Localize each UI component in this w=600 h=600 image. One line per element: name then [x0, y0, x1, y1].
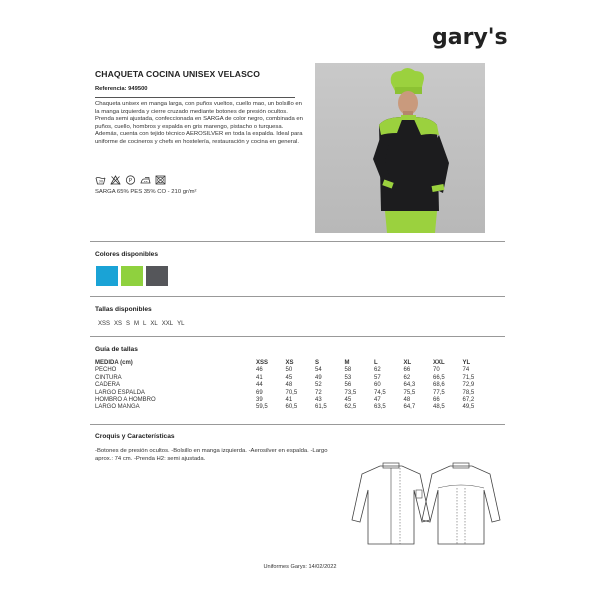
table-cell: 57 — [374, 374, 381, 381]
table-cell: 39 — [256, 397, 263, 404]
color-swatch — [96, 266, 118, 286]
table-cell: 54 — [315, 367, 322, 374]
table-cell: 48 — [285, 382, 293, 389]
table-cell: 66 — [433, 397, 440, 404]
table-cell: 60 — [374, 382, 381, 389]
column-header: L — [374, 360, 378, 366]
divider — [90, 336, 505, 337]
table-cell: 67,2 — [462, 397, 475, 404]
table-cell: 53 — [344, 374, 352, 381]
size-guide-table — [95, 360, 492, 412]
table-cell: 75,5 — [403, 389, 416, 396]
table-row — [95, 367, 492, 374]
no-bleach-icon — [110, 172, 121, 182]
table-cell: 43 — [315, 397, 322, 404]
back-sketch — [420, 460, 502, 550]
size-item: XL — [150, 321, 158, 327]
table-cell: 64,7 — [403, 404, 416, 411]
sizes-list — [98, 321, 184, 327]
table-cell: 71,5 — [462, 374, 475, 381]
color-swatch — [121, 266, 143, 286]
table-cell: 74 — [462, 367, 470, 374]
table-cell: 66 — [403, 367, 411, 374]
divider — [90, 241, 505, 242]
color-swatch — [146, 266, 168, 286]
size-item: XS — [114, 321, 123, 327]
table-cell: 44 — [256, 382, 263, 389]
column-header: XSS — [256, 360, 269, 366]
dry-clean-p-icon — [125, 172, 136, 182]
sizes-heading: Tallas disponibles — [95, 306, 152, 313]
product-photo — [315, 63, 485, 233]
table-cell: 64,3 — [403, 382, 416, 389]
table-row — [95, 390, 492, 397]
size-item: XSS — [98, 321, 111, 327]
table-cell: 46 — [256, 367, 263, 374]
table-row — [95, 404, 492, 411]
column-header: MEDIDA (cm) — [95, 360, 133, 366]
table-cell: 70 — [433, 367, 440, 374]
svg-text:30: 30 — [98, 179, 104, 184]
table-cell: 56 — [344, 382, 352, 389]
table-cell: 72 — [315, 389, 322, 396]
size-item: YL — [177, 321, 185, 327]
size-item: XXL — [161, 321, 174, 327]
table-cell: 74,5 — [374, 389, 386, 396]
size-item: L — [143, 321, 147, 327]
croquis-features: -Botones de presión ocultos. -Bolsillo en manga izquierda. -Aerosilver en espalda. -Largo aprox.: 74 cm. -Prenda H2: semi ajustada. — [95, 448, 328, 462]
product-reference: Referencia: 949500 — [95, 86, 148, 92]
table-cell: 62,5 — [344, 404, 357, 411]
divider — [90, 296, 505, 297]
size-item: S — [126, 321, 131, 327]
table-cell: 59,5 — [256, 404, 268, 411]
table-cell: 77,5 — [433, 389, 445, 396]
table-cell: PECHO — [95, 367, 117, 374]
table-cell: 72,9 — [462, 382, 475, 389]
table-cell: LARGO MANGA — [95, 404, 140, 411]
guide-heading: Guía de tallas — [95, 346, 138, 353]
colors-heading: Colores disponibles — [95, 251, 159, 258]
iron-medium-icon — [140, 172, 151, 182]
table-cell: 47 — [374, 397, 381, 404]
table-cell: 48 — [403, 397, 411, 404]
table-cell: 61,5 — [315, 404, 327, 411]
croquis-heading: Croquis y Características — [95, 433, 175, 440]
product-title: CHAQUETA COCINA UNISEX VELASCO — [95, 69, 261, 79]
divider — [90, 424, 505, 425]
column-header: XXL — [433, 360, 445, 366]
table-cell: 78,5 — [462, 389, 475, 396]
table-row — [95, 375, 492, 382]
table-header-row — [95, 360, 492, 367]
table-cell: 49 — [315, 374, 322, 381]
color-swatches — [96, 266, 168, 286]
column-header: YL — [462, 360, 471, 366]
table-cell: 50 — [285, 367, 293, 374]
table-cell: 58 — [344, 367, 352, 374]
table-cell: 45 — [285, 374, 293, 381]
column-header: S — [315, 360, 320, 366]
table-cell: 41 — [256, 374, 263, 381]
table-row — [95, 397, 492, 404]
table-cell: 45 — [344, 397, 352, 404]
wash-30-icon — [95, 172, 106, 182]
table-cell: 49,5 — [462, 404, 475, 411]
table-cell: 62 — [403, 374, 411, 381]
divider — [95, 97, 295, 98]
table-cell: 48,5 — [433, 404, 445, 411]
table-cell: 66,5 — [433, 374, 445, 381]
footer-date: Uniformes Garys: 14/02/2022 — [263, 564, 337, 570]
table-row — [95, 382, 492, 389]
table-cell: 69 — [256, 389, 263, 396]
column-header: XL — [403, 360, 412, 366]
column-header: XS — [285, 360, 294, 366]
table-cell: 73,5 — [344, 389, 357, 396]
fabric-composition: SARGA 65% PES 35% CO - 210 gr/m² — [95, 189, 197, 195]
no-tumble-dry-icon — [155, 172, 166, 182]
logo-text: gary's — [432, 25, 508, 50]
table-cell: 62 — [374, 367, 381, 374]
table-cell: LARGO ESPALDA — [95, 389, 145, 396]
table-cell: CINTURA — [95, 374, 122, 381]
table-cell: 41 — [285, 397, 293, 404]
table-cell: HOMBRO A HOMBRO — [95, 397, 156, 404]
product-description: Chaqueta unisex en manga larga, con puños vueltos, cuello mao, un bolsillo en la manga izquierda y cierre cruzado mediante botones de presión ocultos. Prenda semi ajustada, confeccionada en SARGA de color negro, combinada en puños, cuello, hombros y espalda en gris marengo, pistacho o turquesa. Además, cuenta con tejido técnico AEROSILVER en toda la espalda. Ideal para uniforme de cocineros y chefs en hostelería, restauración y cocina en general. — [95, 101, 303, 145]
garys-logo — [432, 22, 512, 52]
column-header: M — [344, 360, 350, 366]
table-cell: 68,6 — [433, 382, 445, 389]
svg-text:P: P — [128, 178, 133, 184]
table-cell: CADERA — [95, 382, 121, 389]
table-cell: 63,5 — [374, 404, 386, 411]
table-cell: 60,5 — [285, 404, 298, 411]
care-icons — [95, 172, 166, 182]
table-cell: 52 — [315, 382, 322, 389]
table-cell: 70,5 — [285, 389, 298, 396]
size-item: M — [134, 321, 140, 327]
